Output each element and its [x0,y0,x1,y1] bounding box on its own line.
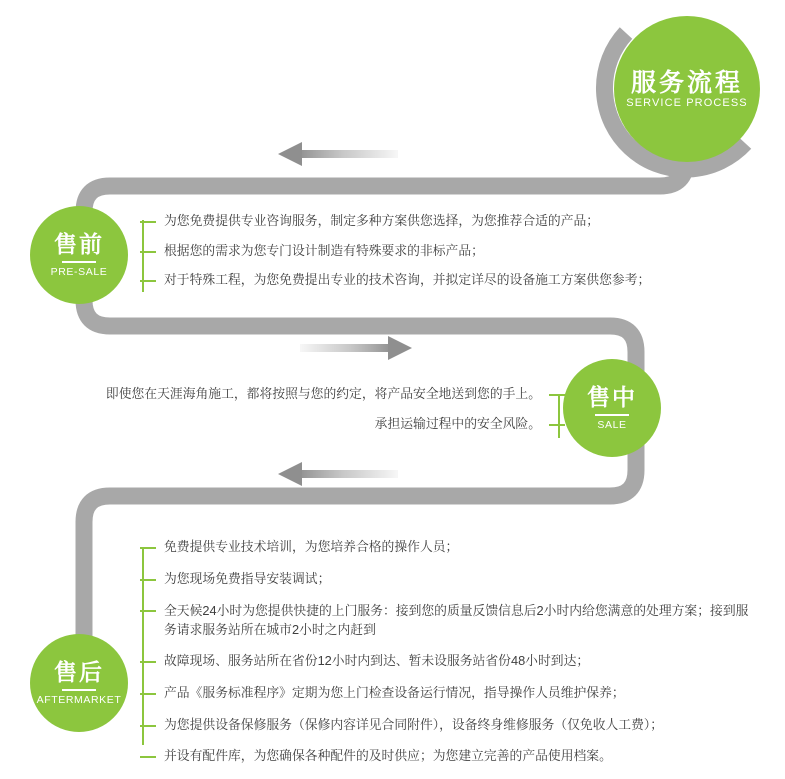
divider [595,414,629,416]
dash-marker-icon [140,251,156,253]
dash-marker-icon [140,547,156,549]
node-title-en: SERVICE PROCESS [626,97,748,110]
list-item: 故障现场、服务站所在省份12小时内到达、暂未设服务站省份48小时到达； [140,652,760,671]
list-item: 免费提供专业技术培训，为您培养合格的操作人员； [140,538,760,557]
node-presale [30,206,128,304]
node-aftermarket [30,634,128,732]
list-item: 即使您在天涯海角施工，都将按照与您的约定，将产品安全地送到您的手上。 [95,385,565,404]
dash-marker-icon [140,693,156,695]
dash-marker-icon [140,725,156,727]
sale-items [95,385,565,444]
dash-marker-icon [140,579,156,581]
node-aftermarket-cn: 售后 [54,659,104,685]
arrow-right-middle [300,336,412,360]
divider [62,261,96,263]
list-item: 承担运输过程中的安全风险。 [95,415,565,434]
list-item: 为您现场免费指导安装调试； [140,570,760,589]
presale-items [140,212,651,301]
node-aftermarket-en: AFTERMARKET [36,694,122,707]
dash-marker-icon [140,280,156,282]
list-item: 为您提供设备保修服务（保修内容详见合同附件），设备终身维修服务（仅免收人工费）； [140,716,760,735]
node-presale-cn: 售前 [54,231,104,257]
node-sale-en: SALE [597,419,627,432]
list-item: 对于特殊工程，为您免费提出专业的技术咨询，并拟定详尽的设备施工方案供您参考； [140,271,610,290]
node-sale-cn: 售中 [587,384,637,410]
list-item: 全天候24小时为您提供快捷的上门服务：接到您的质量反馈信息后2小时内给您满意的处理方案；接到服务请求服务站所在城市2小时之内赶到 [140,601,760,639]
dash-marker-icon [549,394,565,396]
list-item: 产品《服务标准程序》定期为您上门检查设备运行情况，指导操作人员维护保养； [140,684,760,703]
dash-marker-icon [140,221,156,223]
dash-marker-icon [549,424,565,426]
dash-marker-icon [140,610,156,612]
aftermarket-items [140,538,760,779]
node-presale-en: PRE-SALE [50,266,108,279]
node-title-cn: 服务流程 [630,68,743,97]
dash-marker-icon [140,661,156,663]
node-service-process [614,16,760,162]
list-item: 为您免费提供专业咨询服务，制定多种方案供您选择，为您推荐合适的产品； [140,212,610,231]
node-sale [563,359,661,457]
list-item: 并设有配件库，为您确保各种配件的及时供应；为您建立完善的产品使用档案。 [140,747,760,766]
arrow-left-bottom [278,462,398,486]
list-item: 根据您的需求为您专门设计制造有特殊要求的非标产品； [140,242,610,261]
divider [62,689,96,691]
dash-marker-icon [140,756,156,758]
arrow-left-top [278,142,398,166]
